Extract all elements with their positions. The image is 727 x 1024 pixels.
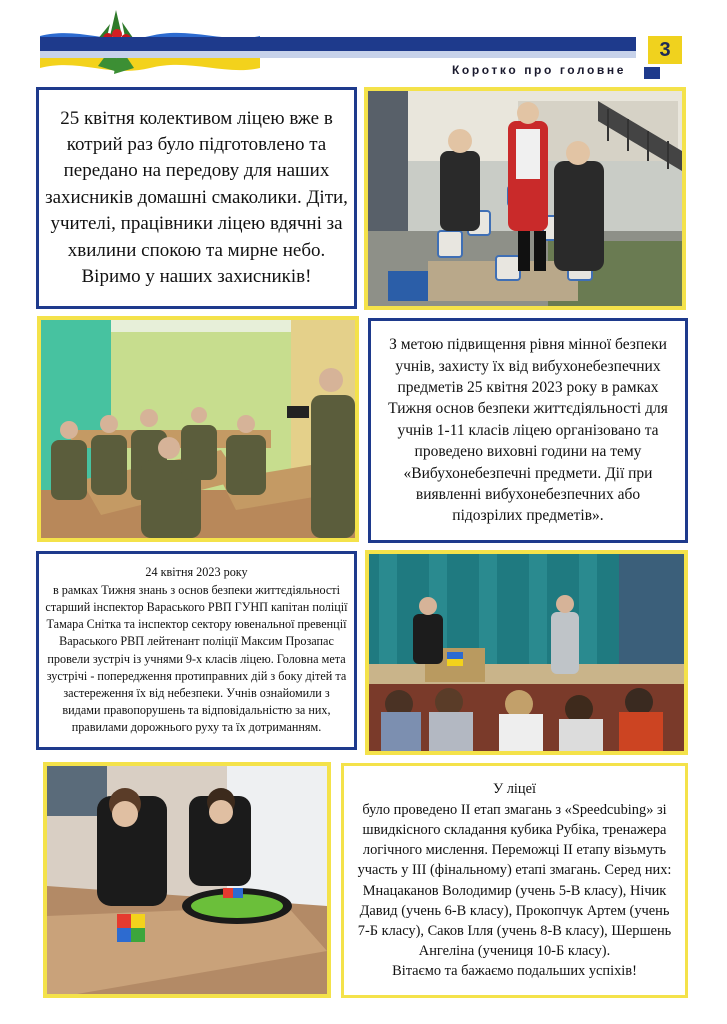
article-police-meeting (36, 551, 357, 750)
article-homemade-food (36, 87, 357, 309)
article-speedcubing-closing: Вітаємо та бажаємо подальших успіхів! (392, 963, 637, 980)
article-homemade-food-text: 25 квітня колективом ліцею вже в котрий раз було підготовлено та передано на передову для наших захисників домашні смаколики. Діти, учителі, працівники ліцею вдячні за хвилини спокою та мирне небо. Віримо у наших захисників! (45, 107, 348, 288)
photo-police-meeting (365, 550, 688, 755)
photo-mine-safety-lesson (37, 316, 359, 542)
article-speedcubing-text: було проведено ІІ етап змагань з «Speedcubing» зі швидкісного складання кубика Рубіка, тренажера логічного мислення. Переможці ІІ етапу візьмуть участь у ІІІ (фінальному) етапі змагань. Серед них: Мнацаканов Володимир (учень 5-В класу), Нічик Давид (учень 6-В класу), Прокопчук Артем (учень 7-Б класу), Саков Ілля (учень 8-В класу), Шершень Ангеліна (учениця 10-Б класу). (357, 801, 672, 960)
article-mine-safety-text: З метою підвищення рівня мінної безпеки учнів, захисту їх від вибухонебезпечних предметів 25 квітня 2023 року в рамках Тижня основ безпеки життєдіяльності для учнів 1-11 класів ліцею організовано та проведено виховні години на тему «Вибухонебезпечні предмети. Дії при виявленні вибухонебезпечних або підозрілих предметів». (388, 336, 668, 525)
article-speedcubing-intro: У ліцеї (492, 781, 537, 798)
article-police-meeting-text: в рамках Тижня знань з основ безпеки життєдіяльності старший інспектор Вараського РВП ГУНП капітан поліції Тамара Снітка та інспектор сектору ювенальної превенції Вараського РВП лейтенант поліції Максим Прозапас провели зустріч із учнями 9-х класів ліцею. Головна мета зустрічі - попередження протиправних дій з боку дітей та застереження їх від небезпеки. Учнів ознайомили з видами правопорушень та відповідальністю за них, правилами дорожнього руху та їх дотриманням. (45, 582, 348, 735)
header-bar-shadow (40, 51, 636, 58)
header-tagline: Коротко про головне (452, 63, 627, 77)
photo-speedcubing (43, 762, 331, 998)
article-police-meeting-date: 24 квітня 2023 року (145, 565, 248, 580)
article-speedcubing (341, 763, 688, 998)
page-header (0, 0, 727, 86)
header-bar (40, 37, 636, 51)
article-mine-safety (368, 318, 688, 543)
page-number: 3 (648, 36, 682, 64)
photo-packing-food (364, 87, 686, 310)
header-square-accent (644, 67, 660, 79)
